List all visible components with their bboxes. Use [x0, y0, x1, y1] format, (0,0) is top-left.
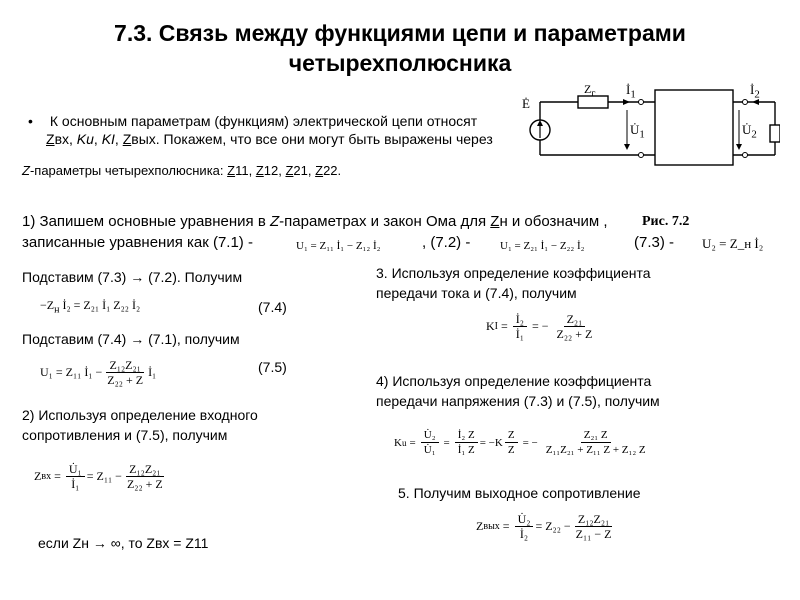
eq73-label: (7.3) -: [634, 234, 675, 251]
circuit-figure: [520, 80, 780, 230]
formula-7-4: $-Z_н$ İ₂ = Z₂₁ İ₁ Z₂₂ İ₂: [40, 298, 141, 316]
formula-ki: K I = $\frac{\text{İ₂}}{\text{İ₁}}$ = − $\frac{\text{Z₂₁}}{\text{Z₂₂ + Z}}$: [486, 312, 593, 341]
eq74-number: (7.4): [258, 299, 287, 315]
step1-text-c: -параметрах и закон Ома для: [279, 213, 491, 230]
step2-line-2: сопротивления и (7.5), получим: [22, 427, 228, 443]
two-port-box: [655, 90, 733, 165]
title-line-2: четырехполюсника: [288, 50, 512, 76]
step1-text-e: н и обозначим ,: [499, 213, 608, 230]
step4-line-1: 4) Используя определение коэффициента: [376, 373, 652, 389]
eq71-label: записанные уравнения как (7.1) -: [22, 234, 253, 251]
bullet-paragraph: [28, 112, 518, 148]
z21-symbol: Z: [285, 163, 294, 178]
label-e: Ė: [522, 96, 530, 111]
step3-line-1: 3. Используя определение коэффициента: [376, 265, 651, 281]
step1-line-1: [22, 212, 722, 232]
step1-line-2: [22, 233, 782, 255]
step3-line-2: передачи тока и (7.4), получим: [376, 285, 577, 301]
z-sep-3: ,: [307, 163, 316, 178]
title-line-1: 7.3. Связь между функциями цепи и параметрами: [114, 20, 686, 46]
z22-symbol: Z: [315, 163, 324, 178]
z22-index: 22: [323, 163, 338, 178]
formula-zvx: Z вх = $\frac{\text{U̇₁}}{\text{İ₁}}$ = Z₁₁ − $\frac{\text{Z₁₂Z₂₁}}{\text{Z₂₂ + Z}}$: [34, 462, 163, 491]
label-i2: $İ_2$: [750, 82, 760, 101]
z-sep-2: ,: [278, 163, 286, 178]
label-zi: $Z_г$: [584, 82, 596, 100]
formula-7-5: U₁ = Z₁₁ İ₁ − $\frac{\text{Z₁₂Z₂₁}}{\text{Z₂₂ + Z}}$ İ₁: [40, 358, 157, 387]
z-sep-1: ,: [248, 163, 256, 178]
formula-7-3: U₂ = Z_н İ₂: [702, 236, 764, 251]
z11-index: 11: [235, 163, 249, 178]
bullet-text-1: К основным параметрам (функциям) электрической цепи относят: [49, 113, 478, 129]
bullet-line-1: [28, 112, 518, 130]
z21-index: 21: [293, 163, 308, 178]
zparams-line: [22, 162, 341, 179]
bullet-dot: •: [28, 113, 33, 129]
page-title: [40, 18, 760, 78]
sub73-text: Подставим (7.3) → (7.2). Получим: [22, 269, 243, 285]
bullet-line-2: [46, 130, 518, 148]
step1-zn: Z: [490, 213, 500, 230]
zparams-text: -параметры четырехполюсника:: [29, 163, 228, 178]
z11-symbol: Z: [227, 163, 236, 178]
label-u1: $U̇_1$: [630, 122, 645, 141]
eq72-label: , (7.2) -: [422, 234, 471, 251]
zvyx-symbol: Z: [122, 131, 132, 147]
label-u2: $U̇_2$: [742, 122, 757, 141]
z-end: .: [337, 163, 342, 178]
zn-resistor: [770, 125, 780, 142]
ku-symbol: Ku: [76, 131, 94, 147]
formula-7-2: U₁ = Z₂₁ İ₁ − Z₂₂ İ₂: [500, 240, 585, 252]
z12-symbol: Z: [255, 163, 264, 178]
step4-line-2: передачи напряжения (7.3) и (7.5), получим: [376, 393, 660, 409]
circuit-diagram: [520, 80, 780, 230]
z12-index: 12: [263, 163, 279, 178]
formula-ku: K u = $\frac{\text{U̇₂}}{\text{U̇₁}}$ = $\frac{\text{İ₂ Z}}{\text{İ₁ Z}}$ = −K $\frac{Z}{Z}$ = − $\frac{\text{Z₂₁ Z}}{\text{Z₁₁Z₂₁ + Z₁₁ Z + Z₁₂ Z}}$: [394, 429, 646, 456]
formula-zvyx: Z вых = $\frac{\text{U̇₂}}{\text{İ₂}}$ = Z₂₂ − $\frac{\text{Z₁₂Z₂₁}}{\text{Z₁₁ − Z}}$: [476, 512, 612, 541]
ki-symbol: KI: [101, 131, 115, 147]
zvx-symbol: Z: [46, 131, 55, 147]
limit-text: если Zн → ∞, то Zвх = Z11: [38, 535, 209, 551]
step5-text: 5. Получим выходное сопротивление: [398, 485, 641, 501]
label-i1: $İ_1$: [626, 82, 636, 101]
step1-text-a: 1) Запишем основные уравнения в: [22, 213, 270, 230]
step1-z: Z: [269, 213, 280, 230]
formula-7-1: U₁ = Z₁₁ İ₁ − Z₁₂ İ₂: [296, 240, 381, 252]
step2-line-1: 2) Используя определение входного: [22, 407, 258, 423]
z-prefix: Z: [22, 163, 30, 178]
eq75-number: (7.5): [258, 359, 287, 375]
sep-2: ,: [114, 131, 123, 147]
sub74-text: Подставим (7.4) → (7.1), получим: [22, 331, 240, 347]
sep-1: ,: [93, 131, 102, 147]
zvx-suffix: вх,: [54, 131, 77, 147]
bullet-text-2: вых. Покажем, что все они могут быть выражены через: [131, 131, 493, 147]
figure-caption: Рис. 7.2: [642, 214, 690, 229]
